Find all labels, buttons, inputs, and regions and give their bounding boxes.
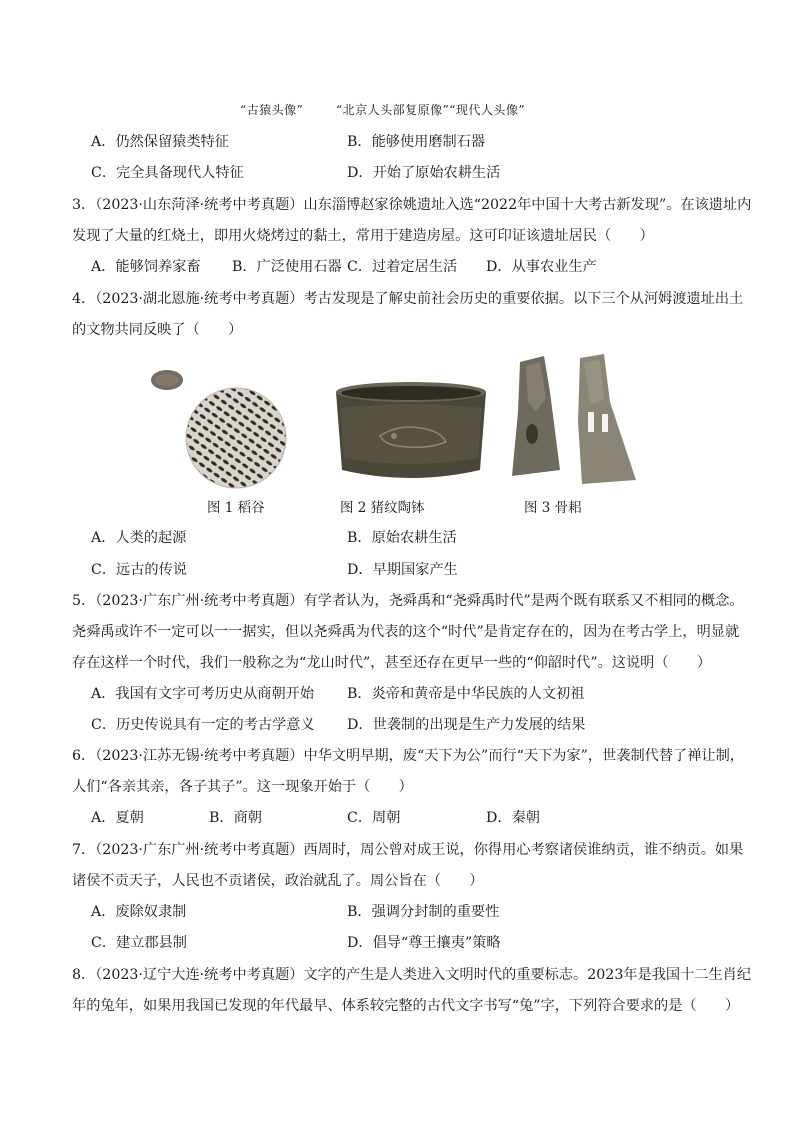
q3-option-a: A．能够饲养家畜	[91, 259, 201, 275]
q3-option-b: B．广泛使用石器	[232, 259, 342, 275]
q2-option-b: B．能够使用磨制石器	[347, 134, 486, 150]
q5-option-a: A．我国有文字可考历史从商朝开始	[91, 686, 315, 702]
q6-option-d: D．秦朝	[486, 810, 540, 826]
q6-stem-line2: 人们“各亲其亲，各子其子”。这一现象开始于（ ）	[72, 779, 413, 795]
q5-option-b: B．炎帝和黄帝是中华民族的人文初祖	[347, 686, 585, 702]
bone-spade-image	[506, 352, 646, 492]
q5-option-d: D．世袭制的出现是生产力发展的结果	[347, 717, 586, 733]
q5-stem-line3: 存在这样一个时代，我们一般称之为“龙山时代”，甚至还存在更早一些的“仰韶时代”。这说明（ ）	[72, 655, 712, 671]
q4-stem-line2: 的文物共同反映了（ ）	[72, 322, 243, 338]
q4-stem-line1: 4．（2023·湖北恩施·统考中考真题）考古发现是了解史前社会历史的重要依据。以下三个从河姆渡遗址出土	[72, 291, 744, 307]
figure3-caption: 图 3 骨耜	[524, 500, 582, 516]
q4-option-b: B．原始农耕生活	[347, 530, 457, 546]
q6-option-b: B．商朝	[209, 810, 262, 826]
q7-option-c: C．建立郡县制	[91, 935, 187, 951]
q7-stem-line2: 诸侯不贡天子，人民也不贡诸侯，政治就乱了。周公旨在（ ）	[72, 873, 484, 889]
q7-stem-line1: 7．（2023·广东广州·统考中考真题）西周时，周公曾对成王说，你得用心考察诸侯谁纳贡，谁不纳贡。如果	[72, 842, 744, 858]
q6-option-c: C．周朝	[347, 810, 401, 826]
figure2-caption: 图 2 猪纹陶钵	[340, 500, 425, 516]
q7-option-b: B．强调分封制的重要性	[347, 904, 500, 920]
q7-option-a: A．废除奴隶制	[91, 904, 187, 920]
q6-option-a: A．夏朝	[91, 810, 144, 826]
q3-stem-line2: 发现了大量的红烧土，即用火烧烤过的黏土，常用于建造房屋。这可印证该遗址居民（ ）	[72, 228, 654, 244]
caption-ape-head: “古猿头像”	[240, 103, 304, 117]
q6-stem-line1: 6．（2023·江苏无锡·统考中考真题）中华文明早期，废“天下为公”而行“天下为家”，世袭制代替了禅让制，	[72, 748, 744, 764]
q2-option-d: D．开始了原始农耕生活	[347, 165, 501, 181]
q8-stem-line2: 年的兔年，如果用我国已发现的年代最早、体系较完整的古代文字书写“兔”字，下列符合要求的是（ ）	[72, 998, 740, 1014]
rice-grains-image	[140, 358, 305, 493]
q4-option-d: D．早期国家产生	[347, 562, 458, 578]
q4-option-c: C．远古的传说	[91, 562, 187, 578]
pig-pattern-bowl-image	[330, 378, 492, 493]
q7-option-d: D．倡导“尊王攘夷”策略	[347, 935, 501, 951]
q2-option-a: A．仍然保留猿类特征	[91, 134, 229, 150]
q4-option-a: A．人类的起源	[91, 530, 187, 546]
q3-stem-line1: 3．（2023·山东菏泽·统考中考真题）山东淄博赵家徐姚遗址入选“2022年中国十大考古新发现”。在该遗址内	[72, 197, 752, 213]
figure1-caption: 图 1 稻谷	[207, 500, 265, 516]
q3-option-d: D．从事农业生产	[486, 259, 597, 275]
q3-option-c: C．过着定居生活	[347, 259, 458, 275]
q5-option-c: C．历史传说具有一定的考古学意义	[91, 717, 315, 733]
q5-stem-line2: 尧舜禹或许不一定可以一一据实，但以尧舜禹为代表的这个“时代”是肯定存在的，因为在考古学上，明显就	[72, 624, 740, 640]
q8-stem-line1: 8．（2023·辽宁大连·统考中考真题）文字的产生是人类进入文明时代的重要标志。2023年是我国十二生肖纪	[72, 967, 752, 983]
caption-peking-modern-head: “北京人头部复原像”“现代人头像”	[336, 103, 526, 117]
q5-stem-line1: 5．（2023·广东广州·统考中考真题）有学者认为，尧舜禹和“尧舜禹时代”是两个既有联系又不相同的概念。	[72, 593, 744, 609]
q2-option-c: C．完全具备现代人特征	[91, 165, 244, 181]
